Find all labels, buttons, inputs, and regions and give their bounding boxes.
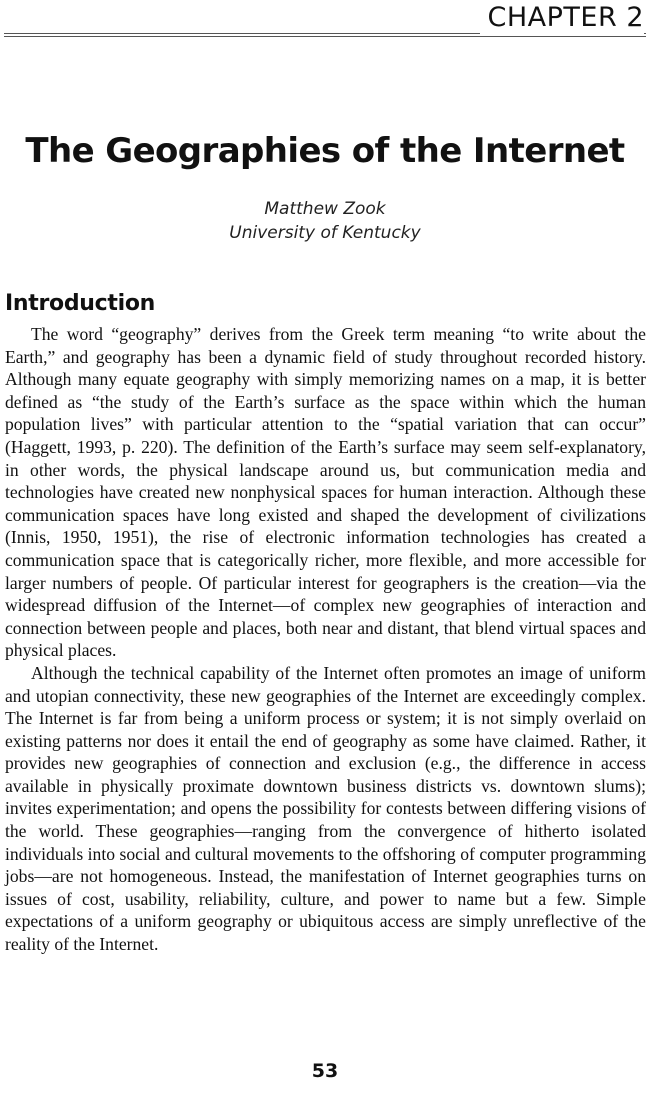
author-affiliation: University of Kentucky: [229, 223, 421, 243]
paragraph: Although the technical capability of the Internet often promotes an image of uniform and utopian connectivity, these new geographies of the Internet are exceedingly complex. The Internet is far from being a uniform process or system; it is not simply overlaid on existing patterns nor does it entail the end of geography as some have claimed. Rather, it provides new geographies of connection and exclusion (e.g., the difference in access available in physically proximate downtown business districts vs. downtown slums); invites experimentation; and opens the possibility for contests between differing visions of the world. These geographies—ranging from the convergence of hitherto isolated individuals into social and cultural movements to the offshoring of computer programming jobs—are not homogeneous. Instead, the manifestation of Internet geographies turns on issues of cost, usability, reliability, culture, and power to name but a few. Simple expectations of a uniform geography or ubiquitous access are simply unreflective of the reality of the Internet.: [5, 662, 646, 955]
article-title: The Geographies of the Internet: [25, 131, 625, 171]
body-text: [5, 323, 646, 956]
page-number: 53: [311, 1060, 339, 1082]
article-author: Matthew Zook: [264, 199, 386, 219]
chapter-label: CHAPTER 2: [480, 0, 644, 36]
chapter-header-rule-bottom: [4, 36, 646, 37]
paragraph: The word “geography” derives from the Greek term meaning “to write about the Earth,” and geography has been a dynamic field of study throughout recorded history. Although many equate geography with simply memorizing names on a map, it is better defined as “the study of the Earth’s surface as the space within which the human population lives” with particular attention to the “spatial variation that can occur” (Haggett, 1993, p. 220). The definition of the Earth’s surface may seem self-explanatory, in other words, the physical landscape around us, but communication media and technologies have created new nonphysical spaces for human interaction. Although these communication spaces have long existed and shaped the development of civilizations (Innis, 1950, 1951), the rise of electronic information technologies has created a communication space that is categorically richer, more flexible, and more accessible for larger numbers of people. Of particular interest for geographers is the creation—via the widespread diffusion of the Internet—of complex new geographies of interaction and connection between people and places, both near and distant, that blend virtual spaces and physical places.: [5, 324, 646, 661]
section-heading: Introduction: [5, 291, 156, 316]
